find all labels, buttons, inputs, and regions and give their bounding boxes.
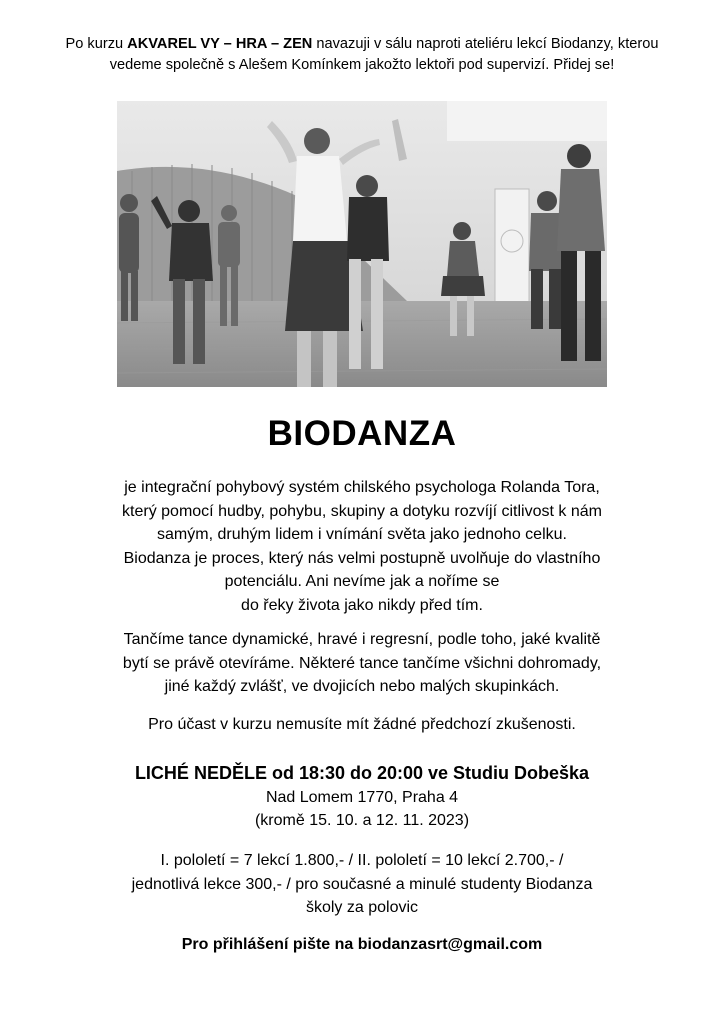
dances-paragraph: Tančíme tance dynamické, hravé i regresní, podle toho, jaké kvalitě bytí se právě otevíráme. Některé tance tančíme všichni dohromady, jiné každý zvlášť, ve dvojicích nebo malých skupinkách.	[122, 631, 602, 695]
course-name: AKVAREL VY – HRA – ZEN	[127, 36, 313, 52]
schedule-exceptions: (kromě 15. 10. a 12. 11. 2023)	[254, 812, 470, 829]
intro-line-1: Po kurzu AKVAREL VY – HRA – ZEN navazuji v sálu naproti ateliéru lekcí Biodanzy, kterou	[65, 36, 659, 52]
page-title: BIODANZA	[267, 414, 457, 453]
description-paragraph: je integrační pohybový systém chilského psychologa Rolanda Tora, který pomocí hudby, pohybu, skupiny a dotyku rozvíjí citlivost k nám samým, druhým lidem i vnímání světa jako jednoho celku. Biodanza je proces, který nás velmi postupně uvolňuje do vlastního potenciálu. Ani nevíme jak a noříme se do řeky života jako nikdy před tím.	[122, 479, 602, 614]
schedule-address: Nad Lomem 1770, Praha 4	[265, 789, 459, 806]
schedule-title: LICHÉ NEDĚLE od 18:30 do 20:00 ve Studiu Dobeška	[134, 763, 590, 783]
price-list: I. pololetí = 7 lekcí 1.800,- / II. pololetí = 10 lekcí 2.700,- / jednotlivá lekce 300,- / pro současné a minulé studenty Biodanza školy za polovic	[131, 852, 593, 916]
dance-photo	[117, 101, 607, 387]
experience-note: Pro účast v kurzu nemusíte mít žádné předchozí zkušenosti.	[148, 716, 576, 733]
contact-line: Pro přihlášení pište na biodanzasrt@gmail.com	[181, 936, 543, 953]
intro-text	[30, 34, 694, 76]
schedule-details	[0, 786, 724, 832]
dance-photo-illustration	[117, 101, 607, 387]
intro-line-2: vedeme společně s Alešem Komínkem jakožto lektoři pod supervizí. Přidej se!	[109, 57, 615, 73]
